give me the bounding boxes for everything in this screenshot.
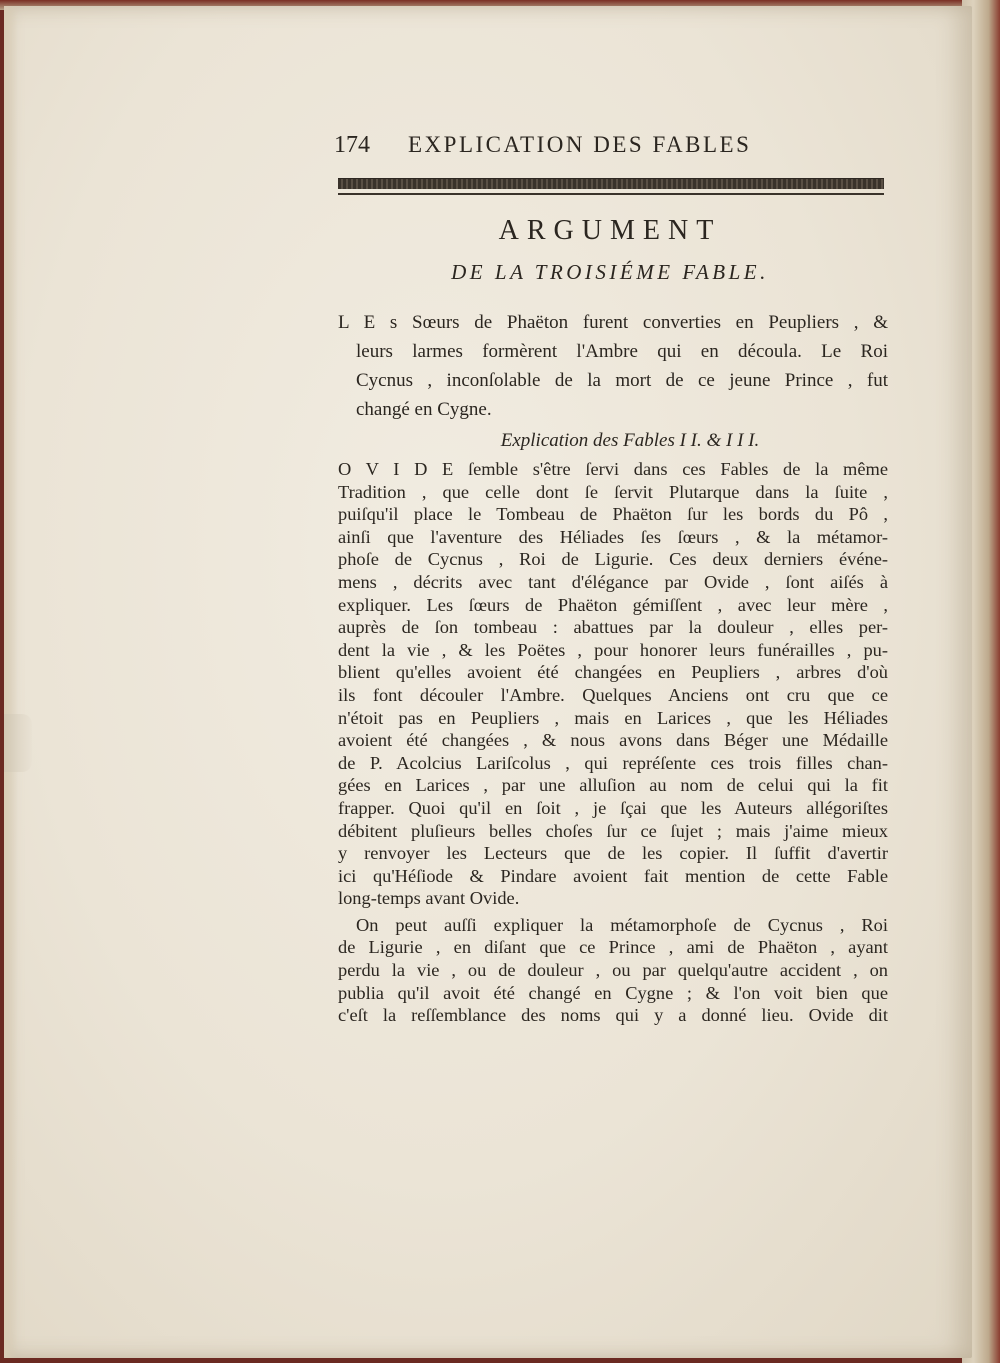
body-line: long-temps avant Ovide. bbox=[338, 888, 520, 909]
body-line: de Ligurie , en diſant que ce Prince , ami de Phaëton , ayant bbox=[338, 937, 888, 958]
body-line: expliquer. Les ſœurs de Phaëton gémiſſent , avec leur mère , bbox=[338, 594, 888, 615]
ornamental-rule bbox=[338, 178, 884, 189]
paper-clip-mark bbox=[4, 714, 32, 772]
body-line: ils font découler l'Ambre. Quelques Anciens ont cru que ce bbox=[338, 684, 888, 705]
body-line: ici qu'Héſiode & Pindare avoient fait mention de cette Fable bbox=[338, 865, 888, 886]
body-line: y renvoyer les Lecteurs que de les copier. Il ſuffit d'avertir bbox=[338, 843, 888, 864]
argument-line: L E s Sœurs de Phaëton furent converties en Peupliers , & bbox=[338, 312, 888, 333]
running-head bbox=[330, 128, 890, 168]
body-line: puiſqu'il place le Tombeau de Phaëton ſur les bords du Pô , bbox=[338, 504, 888, 525]
body-line: gées en Larices , par une alluſion au nom de celui qui la fit bbox=[338, 775, 888, 796]
body-line: phoſe de Cycnus , Roi de Ligurie. Ces deux derniers événe- bbox=[338, 549, 888, 570]
body-line: O V I D E ſemble s'être ſervi dans ces Fables de la même bbox=[338, 459, 888, 479]
argument-text bbox=[338, 308, 888, 424]
page-gutter-shadow bbox=[4, 6, 18, 1358]
body-line: Tradition , que celle dont ſe ſervit Plutarque dans la ſuite , bbox=[338, 481, 888, 502]
argument-line: Cycnus , inconſolable de la mort de ce jeune Prince , fut bbox=[356, 370, 888, 391]
running-title: EXPLICATION DES FABLES bbox=[408, 132, 752, 157]
body-line: publia qu'il avoit été changé en Cygne ; & l'on voit bien que bbox=[338, 982, 888, 1003]
argument-line: leurs larmes formèrent l'Ambre qui en découla. Le Roi bbox=[356, 341, 888, 362]
body-line: n'étoit pas en Peupliers , mais en Larices , que les Héliades bbox=[338, 707, 888, 728]
body-line: de P. Acolcius Lariſcolus , qui repréſente ces trois filles chan- bbox=[338, 752, 888, 773]
argument-title: ARGUMENT bbox=[498, 215, 722, 246]
body-line: dent la vie , & les Poëtes , pour honorer leurs funérailles , pu- bbox=[338, 639, 888, 660]
body-line: mens , décrits avec tant d'élégance par Ovide , ſont aiſés à bbox=[338, 571, 888, 592]
argument-line: changé en Cygne. bbox=[356, 399, 492, 420]
explication-heading: Explication des Fables I I. & I I I. bbox=[500, 430, 760, 451]
running-head-block bbox=[330, 128, 890, 168]
body-line: perdu la vie , ou de douleur , ou par quelqu'autre accident , on bbox=[338, 960, 888, 981]
body-line: c'eſt la reſſemblance des noms qui y a donné lieu. Ovide dit bbox=[338, 1005, 888, 1026]
explication-body bbox=[338, 458, 888, 1027]
thin-rule bbox=[338, 193, 884, 195]
body-line: ainſi que l'aventure des Héliades ſes ſœurs , & la métamor- bbox=[338, 526, 888, 547]
body-line: avoient été changées , & nous avons dans Béger une Médaille bbox=[338, 730, 888, 751]
body-line: auprès de ſon tombeau : abattues par la douleur , elles per- bbox=[338, 617, 888, 638]
body-line: blient qu'elles avoient été changées en Peupliers , arbres d'où bbox=[338, 662, 888, 683]
body-line: débitent pluſieurs belles choſes ſur ce ſujet ; mais j'aime mieux bbox=[338, 820, 888, 841]
argument-subtitle: DE LA TROISIÉME FABLE. bbox=[451, 260, 769, 284]
page-number: 174 bbox=[334, 132, 370, 158]
body-line: On peut auſſi expliquer la métamorphoſe de Cycnus , Roi bbox=[356, 914, 888, 935]
body-line: frapper. Quoi qu'il en ſoit , je ſçai que les Auteurs allégoriſtes bbox=[338, 797, 888, 818]
